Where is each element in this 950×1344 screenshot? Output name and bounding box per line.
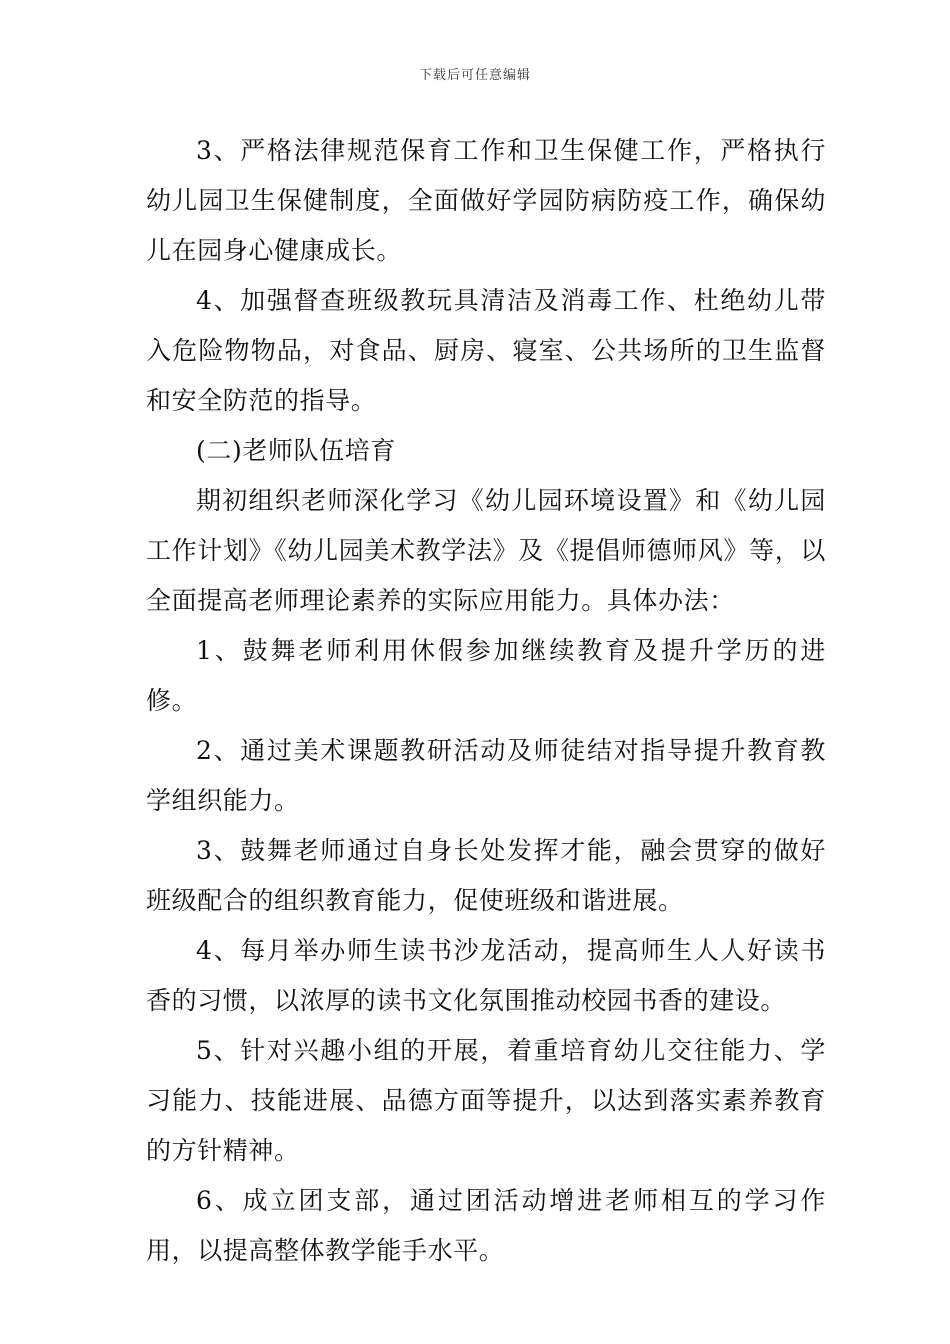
paragraph-measure-2: 2、通过美术课题教研活动及师徒结对指导提升教育教学组织能力。 xyxy=(146,736,826,815)
paragraph-measure-4: 4、每月举办师生读书沙龙活动，提高师生人人好读书香的习惯，以浓厚的读书文化氛围推动校园书香的建设。 xyxy=(146,936,826,1015)
section-heading-teacher-training: (二)老师队伍培育 xyxy=(196,436,396,465)
paragraph-study-plan: 期初组织老师深化学习《幼儿园环境设置》和《幼儿园工作计划》《幼儿园美术教学法》及《提倡师德师风》等，以全面提高老师理论素养的实际应用能力。具体办法： xyxy=(146,486,826,615)
paragraph-hygiene-rules: 3、严格法律规范保育工作和卫生保健工作，严格执行幼儿园卫生保健制度，全面做好学园防病防疫工作，确保幼儿在园身心健康成长。 xyxy=(146,136,826,265)
page-header-note: 下载后可任意编辑 xyxy=(418,68,531,83)
paragraph-measure-5: 5、针对兴趣小组的开展，着重培育幼儿交往能力、学习能力、技能进展、品德方面等提升，以达到落实素养教育的方针精神。 xyxy=(146,1036,826,1165)
paragraph-safety-supervision: 4、加强督查班级教玩具清洁及消毒工作、杜绝幼儿带入危险物物品，对食品、厨房、寝室、公共场所的卫生监督和安全防范的指导。 xyxy=(146,286,826,415)
paragraph-measure-3: 3、鼓舞老师通过自身长处发挥才能，融会贯穿的做好班级配合的组织教育能力，促使班级和谐进展。 xyxy=(146,836,826,915)
paragraph-measure-6: 6、成立团支部，通过团活动增进老师相互的学习作用，以提高整体教学能手水平。 xyxy=(146,1186,826,1265)
paragraph-measure-1: 1、鼓舞老师利用休假参加继续教育及提升学历的进修。 xyxy=(146,636,826,715)
document-body xyxy=(146,126,826,1276)
